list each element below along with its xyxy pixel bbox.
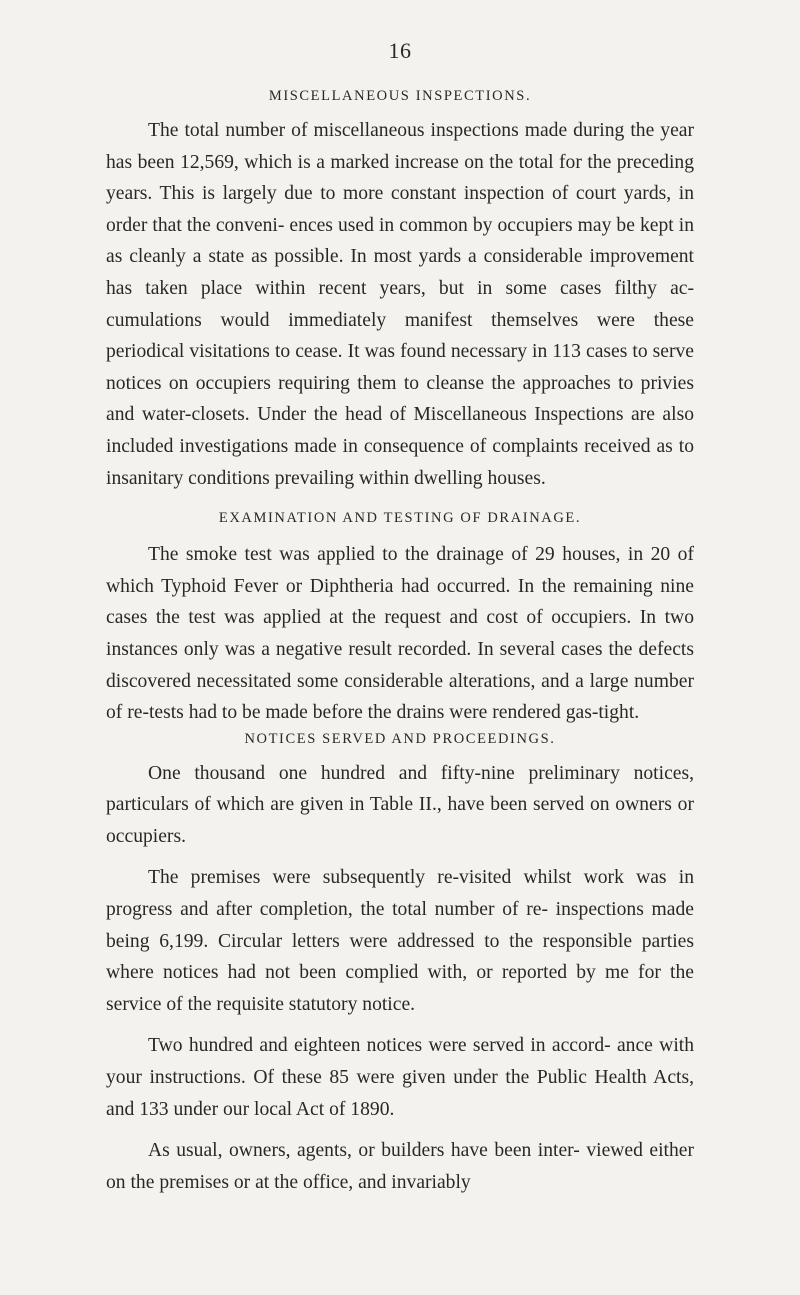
paragraph-drainage-testing: The smoke test was applied to the drainage of 29 houses, in 20 of which Typhoid Fever or Diphtheria had occurred. In the remaining nine cases the test was applied at the request and cost of occupiers. In two instances only was a negative result recorded. In several cases the defects discovered necessitated some considerable alterations, and a large number of re-tests had to be made before the drains were rendered gas-tight.	[106, 544, 694, 724]
paragraph-preliminary-notices: One thousand one hundred and fifty-nine preliminary notices, particulars of which are given in Table II., have been served on owners or occupiers.	[106, 762, 694, 847]
page-number: 16	[388, 38, 412, 63]
section-heading-drainage-testing: EXAMINATION AND TESTING OF DRAINAGE.	[218, 510, 582, 527]
paragraph-interviews: As usual, owners, agents, or builders have been inter- viewed either on the premises or at the office, and invariably	[106, 1140, 694, 1193]
section-heading-miscellaneous-inspections: MISCELLANEOUS INSPECTIONS.	[268, 88, 532, 104]
paragraph-statutory-notices: Two hundred and eighteen notices were served in accord- ance with your instructions. Of these 85 were given under the Public Health Acts, and 133 under our local Act of 1890.	[106, 1035, 694, 1120]
paragraph-miscellaneous-inspections: The total number of miscellaneous inspections made during the year has been 12,569, which is a marked increase on the total for the preceding years. This is largely due to more constant inspection of court yards, in order that the conveni- ences used in common by occupiers may be kept in as cleanly a state as possible. In most yards a considerable improvement has taken place within recent years, but in some cases filthy ac- cumulations would immediately manifest themselves were these periodical visitations to cease. It was found necessary in 113 cases to serve notices on occupiers requiring them to cleanse the approaches to privies and water-closets. Under the head of Miscellaneous Inspections are also included investigations made in consequence of complaints received as to insanitary conditions prevailing within dwelling houses.	[106, 120, 694, 489]
page-content	[106, 88, 694, 1198]
section-heading-notices-served: NOTICES SERVED AND PROCEEDINGS.	[244, 730, 556, 747]
paragraph-re-inspections: The premises were subsequently re-visited whilst work was in progress and after completion, the total number of re- inspections made being 6,199. Circular letters were addressed to the responsible parties where notices had not been complied with, or reported by me for the service of the requisite statutory notice.	[106, 867, 694, 1015]
